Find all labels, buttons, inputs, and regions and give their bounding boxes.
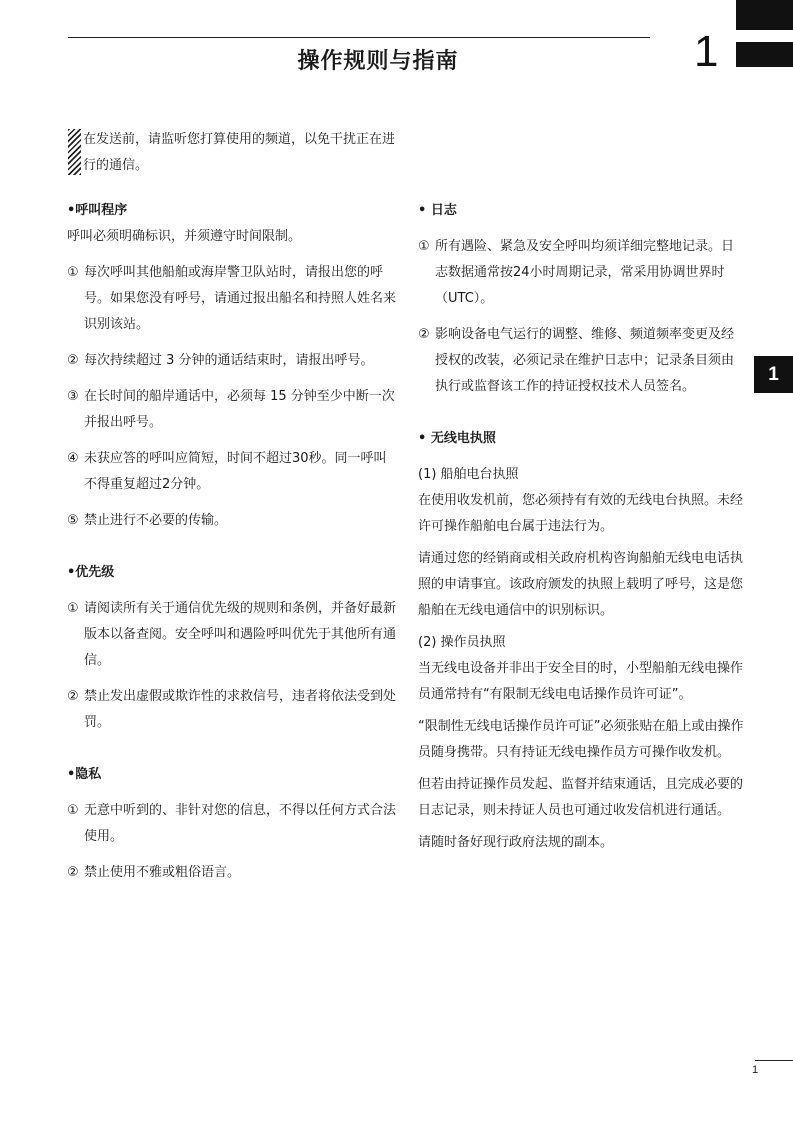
item-text: 每次持续超过 3 分钟的通话结束时，请报出呼号。: [84, 353, 374, 368]
list-item: [67, 446, 397, 498]
item-number: ①: [418, 239, 430, 254]
operator-license-paragraph: 但若由持证操作员发起、监督并结束通话，且完成必要的日志记录，则未持证人员也可通过收发信机进行通话。: [418, 777, 744, 818]
item-text: 请阅读所有关于通信优先级的规则和条例，并备好最新版本以备查阅。安全呼叫和遇险呼叫优先于其他所有通信。: [84, 601, 397, 668]
operator-license-paragraph: 当无线电设备并非出于安全目的时，小型船舶无线电操作员通常持有“有限制无线电电话操作员许可证”。: [418, 661, 744, 702]
list-item: [67, 798, 397, 850]
left-column: [67, 198, 397, 886]
ship-license-subheading: (1) 船舶电台执照: [418, 467, 519, 482]
priority-section: [67, 560, 397, 736]
list-item: [418, 322, 744, 400]
page-title: 操作规则与指南: [297, 49, 459, 74]
list-item: [67, 860, 397, 886]
header-rule: [68, 37, 650, 38]
caution-hatch-icon: [68, 129, 81, 175]
operator-license-paragraph: 请随时备好现行政府法规的副本。: [418, 835, 614, 850]
privacy-heading: •隐私: [67, 767, 102, 782]
item-number: ①: [67, 601, 79, 616]
operator-license-subheading: (2) 操作员执照: [418, 635, 506, 650]
item-text: 禁止发出虚假或欺诈性的求救信号，违者将依法受到处罚。: [84, 689, 397, 730]
calling-section: [67, 198, 397, 534]
item-number: ③: [67, 389, 79, 404]
chapter-number: 1: [694, 27, 719, 76]
item-number: ④: [67, 451, 79, 466]
license-heading: • 无线电执照: [418, 431, 496, 446]
item-text: 未获应答的呼叫应简短，时间不超过30秒。同一呼叫不得重复超过2分钟。: [84, 451, 387, 492]
footer-rule: [755, 1060, 793, 1061]
item-number: ⑤: [67, 513, 79, 528]
list-item: [67, 596, 397, 674]
list-item: [418, 234, 744, 312]
list-item: [67, 348, 397, 374]
operator-license-paragraph: “限制性无线电话操作员许可证”必须张贴在船上或由操作员随身携带。只有持证无线电操作员方可操作收发机。: [418, 719, 744, 760]
caution-note: [68, 127, 398, 179]
list-item: [67, 508, 397, 534]
item-number: ②: [418, 327, 430, 342]
chapter-tab-bar-top: [736, 0, 793, 30]
log-heading: • 日志: [418, 203, 457, 218]
side-chapter-tab: 1: [754, 356, 793, 393]
license-section: [418, 426, 744, 856]
list-item: [67, 260, 397, 338]
item-number: ②: [67, 689, 79, 704]
right-column: [418, 198, 744, 856]
ship-license-paragraph: 请通过您的经销商或相关政府机构咨询船舶无线电电话执照的申请事宜。该政府颁发的执照上载明了呼号，这是您船舶在无线电通信中的识别标识。: [418, 551, 744, 618]
item-text: 影响设备电气运行的调整、维修、频道频率变更及经授权的改装，必须记录在维护日志中；记录条目须由执行或监督该工作的持证授权技术人员签名。: [435, 327, 735, 394]
privacy-section: [67, 762, 397, 886]
item-text: 所有遇险、紧急及安全呼叫均须详细完整地记录。日志数据通常按24小时周期记录，常采用协调世界时（UTC）。: [435, 239, 735, 306]
list-item: [67, 684, 397, 736]
ship-license-paragraph: 在使用收发机前，您必须持有有效的无线电台执照。未经许可操作船舶电台属于违法行为。: [418, 493, 744, 534]
priority-heading: •优先级: [67, 565, 115, 580]
calling-heading: •呼叫程序: [67, 203, 128, 218]
caution-text: 在发送前，请监听您打算使用的频道，以免干扰正在进行的通信。: [83, 132, 396, 173]
item-text: 无意中听到的、非针对您的信息，不得以任何方式合法使用。: [84, 803, 397, 844]
item-text: 禁止进行不必要的传输。: [84, 513, 228, 528]
calling-intro: 呼叫必须明确标识，并须遵守时间限制。: [67, 229, 302, 244]
item-number: ②: [67, 353, 79, 368]
item-text: 禁止使用不雅或粗俗语言。: [84, 865, 241, 880]
item-number: ①: [67, 265, 79, 280]
log-section: [418, 198, 744, 400]
item-number: ①: [67, 803, 79, 818]
item-text: 每次呼叫其他船舶或海岸警卫队站时，请报出您的呼号。如果您没有呼号，请通过报出船名和持照人姓名来识别该站。: [84, 265, 397, 332]
chapter-tab-bar-bottom: [736, 42, 793, 67]
item-number: ②: [67, 865, 79, 880]
footer-page-number: 1: [752, 1064, 759, 1076]
list-item: [67, 384, 397, 436]
item-text: 在长时间的船岸通话中，必须每 15 分钟至少中断一次并报出呼号。: [84, 389, 395, 430]
